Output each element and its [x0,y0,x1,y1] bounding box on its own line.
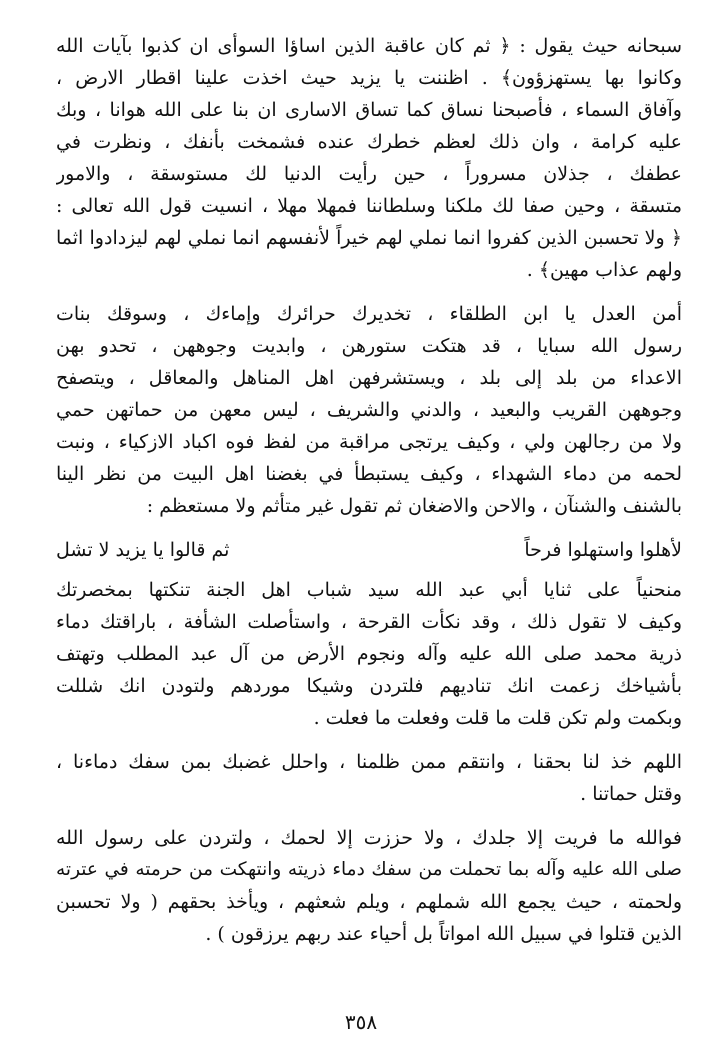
text-line: وجوههن القريب والبعيد ، والدني والشريف ، ليس معهن من حماتهن حمي [56,399,682,421]
text-line: وكانوا بها يستهزؤون﴾ . اظننت يا يزيد حيث اخذت علينا اقطار الارض ، [56,67,682,89]
text-line: ولحمته ، حيث يجمع الله شملهم ، ويلم شعثهم ، ويأخذ بحقهم ( ولا تحسبن [56,891,682,913]
text-line: وقتل حماتنا . [580,783,682,805]
text-line: ولهم عذاب مهين﴾ . [526,259,682,281]
text-line: عطفك ، جذلان مسروراً ، حين رأيت الدنيا لك مستوسقة ، والامور [56,163,682,185]
text-line: سبحانه حيث يقول : ﴿ ثم كان عاقبة الذين اساؤا السوأى ان كذبوا بآيات الله [56,35,682,57]
text-line: متسقة ، وحين صفا لك ملكنا وسلطاننا فمهلا مهلا ، انسيت قول الله تعالى : [56,195,682,217]
text-line: عليه كرامة ، وان ذلك لعظم خطرك عنده فشمخت بأنفك ، ونظرت في [56,131,682,153]
page-body [56,30,682,962]
text-line: الاعداء من بلد إلى بلد ، ويستشرفهن اهل المناهل والمعاقل ، ويتصفح [56,367,682,389]
text-line: اللهم خذ لنا بحقنا ، وانتقم ممن ظلمنا ، واحلل غضبك بمن سفك دماءنا ، [56,751,682,773]
text-line: وبكمت ولم تكن قلت ما قلت وفعلت ما فعلت . [313,707,682,729]
paragraph-5 [56,822,682,950]
verse-first-hemistich: لأهلوا واستهلوا فرحاً [524,539,682,561]
text-line: بأشياخك زعمت انك تناديهم فلتردن وشيكا موردهم ولتودن انك شللت [56,675,682,697]
paragraph-3 [56,574,682,734]
text-line: فوالله ما فريت إلا جلدك ، ولا حززت إلا لحمك ، ولتردن على رسول الله [56,827,682,849]
text-line: لحمه من دماء الشهداء ، وكيف يستبطأ في بغضنا اهل البيت من نظر الينا [56,463,682,485]
text-line: رسول الله سبايا ، قد هتكت ستورهن ، وابديت وجوههن ، تحدو بهن [56,335,682,357]
paragraph-2 [56,298,682,522]
page-number: ٣٥٨ [344,1010,378,1034]
text-line: ذرية محمد صلى الله عليه وآله ونجوم الأرض من آل عبد المطلب وتهتف [56,643,682,665]
paragraph-1 [56,30,682,286]
poetry-verse [56,534,682,566]
text-line: الذين قتلوا في سبيل الله امواتاً بل أحياء عند ربهم يرزقون ) . [205,923,682,945]
text-line: بالشنف والشنآن ، والاحن والاضغان ثم تقول غير متأثم ولا مستعظم : [146,495,682,517]
text-line: وكيف لا تقول ذلك ، وقد نكأت القرحة ، واستأصلت الشأفة ، باراقتك دماء [56,611,682,633]
text-line: أمن العدل يا ابن الطلقاء ، تخديرك حرائرك وإماءك ، وسوقك بنات [56,303,682,325]
text-line: صلى الله عليه وآله بما تحملت من سفك دماء ذريته وانتهكت من حرمته في عترته [56,859,682,880]
text-line: منحنياً على ثنايا أبي عبد الله سيد شباب اهل الجنة تنكتها بمخصرتك [56,579,682,601]
text-line: ولا من رجالهن ولي ، وكيف يرتجى مراقبة من لفظ فوه اكباد الازكياء ، ونبت [56,431,682,453]
verse-second-hemistich: ثم قالوا يا يزيد لا تشل [56,539,230,561]
text-line: ﴿ ولا تحسبن الذين كفروا انما نملي لهم خيراً لأنفسهم انما نملي لهم ليزدادوا اثما [56,227,682,249]
paragraph-4 [56,746,682,810]
text-line: وآفاق السماء ، فأصبحنا نساق كما تساق الاسارى ان بنا على الله هوانا ، وبك [56,99,682,121]
